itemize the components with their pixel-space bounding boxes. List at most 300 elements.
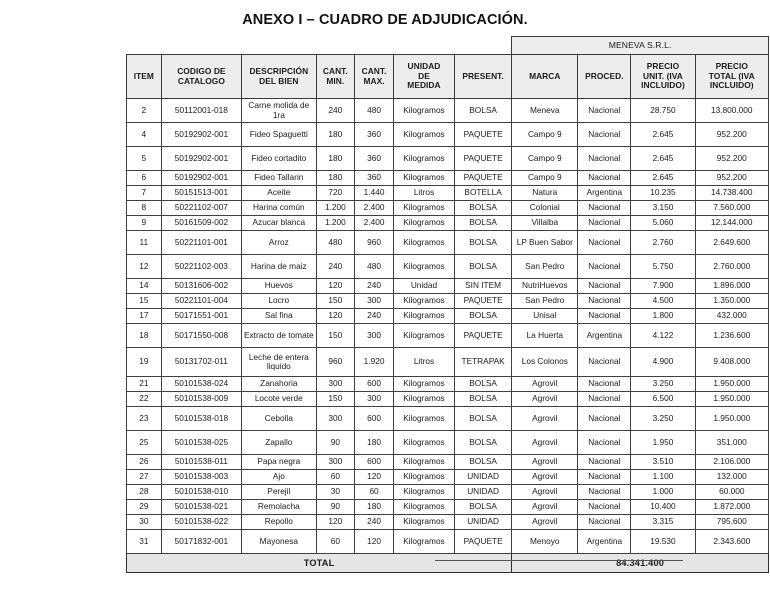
header-line: DEL BIEN <box>259 75 299 86</box>
cell-item: 17 <box>127 309 162 324</box>
cell-descripcion: Ajo <box>242 470 316 485</box>
cell-unidad: Kilogramos <box>393 309 454 324</box>
cell-proced: Nacional <box>578 171 631 186</box>
cell-cant-min: 90 <box>316 500 355 515</box>
cell-marca: Agrovil <box>512 500 578 515</box>
table-row <box>127 530 769 554</box>
header-line: UNIDAD <box>407 61 441 72</box>
cell-precio-total: 1.896.000 <box>695 279 768 294</box>
cell-present: UNIDAD <box>455 485 512 500</box>
cell-precio-unit: 1.100 <box>631 470 695 485</box>
cell-codigo: 50192902-001 <box>161 171 241 186</box>
header-line: TOTAL (IVA <box>708 70 755 81</box>
cell-cant-max: 360 <box>355 147 394 171</box>
cell-cant-max: 360 <box>355 123 394 147</box>
cell-item: 27 <box>127 470 162 485</box>
cell-cant-max: 600 <box>355 407 394 431</box>
table-row <box>127 186 769 201</box>
cell-cant-max: 120 <box>355 470 394 485</box>
cell-cant-min: 240 <box>316 99 355 123</box>
cell-item: 12 <box>127 255 162 279</box>
cell-precio-total: 2.106.000 <box>695 455 768 470</box>
table-row <box>127 470 769 485</box>
column-header-precio-unitario <box>631 55 695 99</box>
cell-cant-max: 120 <box>355 530 394 554</box>
cell-item: 26 <box>127 455 162 470</box>
cell-proced: Nacional <box>578 201 631 216</box>
cell-present: BOTELLA <box>455 186 512 201</box>
cell-precio-total: 795.600 <box>695 515 768 530</box>
supplier-group-row <box>127 37 769 55</box>
cell-cant-max: 480 <box>355 255 394 279</box>
cell-cant-min: 150 <box>316 294 355 309</box>
cell-cant-min: 1.200 <box>316 216 355 231</box>
cell-precio-unit: 1.800 <box>631 309 695 324</box>
cell-precio-unit: 3.315 <box>631 515 695 530</box>
column-header-item <box>127 55 162 99</box>
cell-present: PAQUETE <box>455 123 512 147</box>
table-row <box>127 201 769 216</box>
cell-codigo: 50101538-011 <box>161 455 241 470</box>
cell-descripcion: Locote verde <box>242 392 316 407</box>
cell-descripcion: Remolacha <box>242 500 316 515</box>
cell-codigo: 50101538-003 <box>161 470 241 485</box>
cell-precio-total: 1.350.000 <box>695 294 768 309</box>
cell-proced: Nacional <box>578 231 631 255</box>
cell-cant-max: 240 <box>355 279 394 294</box>
cell-cant-max: 360 <box>355 171 394 186</box>
cell-present: BOLSA <box>455 309 512 324</box>
cell-item: 28 <box>127 485 162 500</box>
cell-cant-max: 2.400 <box>355 201 394 216</box>
cell-descripcion: Zapallo <box>242 431 316 455</box>
cell-item: 8 <box>127 201 162 216</box>
cell-cant-min: 300 <box>316 455 355 470</box>
column-header-precio-total <box>695 55 768 99</box>
cell-proced: Nacional <box>578 123 631 147</box>
cell-cant-min: 150 <box>316 324 355 348</box>
cell-marca: Agrovil <box>512 485 578 500</box>
cell-precio-unit: 4.122 <box>631 324 695 348</box>
cell-codigo: 50171832-001 <box>161 530 241 554</box>
cell-present: BOLSA <box>455 500 512 515</box>
cell-marca: Agrovil <box>512 407 578 431</box>
cell-present: SIN ITEM <box>455 279 512 294</box>
cell-precio-unit: 3.510 <box>631 455 695 470</box>
header-line: DE <box>418 70 430 81</box>
cell-item: 7 <box>127 186 162 201</box>
cell-unidad: Kilogramos <box>393 255 454 279</box>
cell-proced: Nacional <box>578 455 631 470</box>
cell-item: 29 <box>127 500 162 515</box>
cell-descripcion: Sal fina <box>242 309 316 324</box>
column-header-descripcion <box>242 55 316 99</box>
cell-precio-unit: 10.235 <box>631 186 695 201</box>
cell-present: BOLSA <box>455 201 512 216</box>
cell-unidad: Unidad <box>393 279 454 294</box>
cell-item: 21 <box>127 377 162 392</box>
cell-proced: Nacional <box>578 309 631 324</box>
cell-unidad: Kilogramos <box>393 216 454 231</box>
table-row <box>127 171 769 186</box>
cell-proced: Nacional <box>578 279 631 294</box>
cell-precio-unit: 2.645 <box>631 171 695 186</box>
cell-cant-max: 1.920 <box>355 348 394 377</box>
cell-item: 9 <box>127 216 162 231</box>
cell-marca: Unisal <box>512 309 578 324</box>
cell-present: TETRAPAK <box>455 348 512 377</box>
cell-cant-max: 600 <box>355 455 394 470</box>
cell-precio-total: 952.200 <box>695 123 768 147</box>
header-line: CODIGO DE <box>177 66 226 77</box>
cell-present: PAQUETE <box>455 324 512 348</box>
cell-item: 15 <box>127 294 162 309</box>
column-header-present <box>455 55 512 99</box>
cell-marca: Los Colonos <box>512 348 578 377</box>
cell-cant-min: 120 <box>316 279 355 294</box>
header-line: CATALOGO <box>177 75 225 86</box>
header-line: MAX. <box>363 75 385 86</box>
cell-unidad: Kilogramos <box>393 485 454 500</box>
cell-precio-total: 14.738.400 <box>695 186 768 201</box>
cell-cant-min: 300 <box>316 407 355 431</box>
column-header-codigo-catalogo <box>161 55 241 99</box>
cell-proced: Nacional <box>578 431 631 455</box>
cell-unidad: Kilogramos <box>393 99 454 123</box>
cell-descripcion: Extracto de tomate <box>242 324 316 348</box>
cell-present: BOLSA <box>455 431 512 455</box>
cell-unidad: Kilogramos <box>393 231 454 255</box>
cell-item: 6 <box>127 171 162 186</box>
table-row <box>127 348 769 377</box>
cell-precio-unit: 10.400 <box>631 500 695 515</box>
cell-unidad: Kilogramos <box>393 407 454 431</box>
cell-cant-min: 180 <box>316 147 355 171</box>
cell-unidad: Kilogramos <box>393 392 454 407</box>
cell-unidad: Kilogramos <box>393 431 454 455</box>
column-header-proced <box>578 55 631 99</box>
header-line: ITEM <box>133 70 154 81</box>
cell-present: PAQUETE <box>455 147 512 171</box>
cell-unidad: Kilogramos <box>393 500 454 515</box>
cell-descripcion: Papa negra <box>242 455 316 470</box>
cell-precio-total: 12.144.000 <box>695 216 768 231</box>
cell-cant-max: 240 <box>355 515 394 530</box>
cell-descripcion: Harina común <box>242 201 316 216</box>
cell-codigo: 50192902-001 <box>161 123 241 147</box>
cell-codigo: 50221101-004 <box>161 294 241 309</box>
cell-cant-min: 960 <box>316 348 355 377</box>
header-line: PROCED. <box>585 70 624 81</box>
cell-present: BOLSA <box>455 216 512 231</box>
cell-descripcion: Zanahoria <box>242 377 316 392</box>
cell-cant-min: 180 <box>316 123 355 147</box>
cell-proced: Nacional <box>578 515 631 530</box>
cell-present: BOLSA <box>455 455 512 470</box>
table-row <box>127 216 769 231</box>
table-row <box>127 99 769 123</box>
cell-proced: Nacional <box>578 470 631 485</box>
cell-precio-unit: 3.250 <box>631 377 695 392</box>
cell-cant-max: 2.400 <box>355 216 394 231</box>
cell-codigo: 50101538-018 <box>161 407 241 431</box>
cell-precio-total: 1.950.000 <box>695 392 768 407</box>
cell-precio-unit: 2.760 <box>631 231 695 255</box>
table-row <box>127 279 769 294</box>
cell-present: BOLSA <box>455 255 512 279</box>
cell-item: 11 <box>127 231 162 255</box>
cell-cant-max: 960 <box>355 231 394 255</box>
column-header-unidad-medida <box>393 55 454 99</box>
table-row <box>127 324 769 348</box>
cell-descripcion: Harina de maiz <box>242 255 316 279</box>
cell-item: 18 <box>127 324 162 348</box>
cell-item: 22 <box>127 392 162 407</box>
header-line: MEDIDA <box>407 80 441 91</box>
cell-present: BOLSA <box>455 392 512 407</box>
total-label: TOTAL <box>127 554 512 573</box>
cell-cant-max: 60 <box>355 485 394 500</box>
cell-descripcion: Mayonesa <box>242 530 316 554</box>
cell-descripcion: Repollo <box>242 515 316 530</box>
table-row <box>127 515 769 530</box>
cell-descripcion: Leche de entera liquido <box>242 348 316 377</box>
award-table <box>126 36 769 573</box>
cell-precio-unit: 4.900 <box>631 348 695 377</box>
cell-cant-min: 1.200 <box>316 201 355 216</box>
cell-codigo: 50221102-007 <box>161 201 241 216</box>
table-header <box>127 37 769 99</box>
cell-cant-max: 240 <box>355 309 394 324</box>
cell-cant-min: 60 <box>316 530 355 554</box>
cell-proced: Argentina <box>578 186 631 201</box>
cell-proced: Nacional <box>578 392 631 407</box>
cell-precio-total: 9.408.000 <box>695 348 768 377</box>
cell-descripcion: Fideo Tallarin <box>242 171 316 186</box>
table-body <box>127 99 769 554</box>
cell-unidad: Kilogramos <box>393 294 454 309</box>
cell-codigo: 50101538-022 <box>161 515 241 530</box>
cell-codigo: 50192902-001 <box>161 147 241 171</box>
cell-marca: Agrovil <box>512 431 578 455</box>
cell-precio-unit: 2.645 <box>631 123 695 147</box>
cell-precio-unit: 6.500 <box>631 392 695 407</box>
cell-cant-max: 180 <box>355 500 394 515</box>
cell-precio-unit: 5.750 <box>631 255 695 279</box>
cell-item: 31 <box>127 530 162 554</box>
cell-cant-max: 300 <box>355 294 394 309</box>
cell-present: PAQUETE <box>455 294 512 309</box>
cell-marca: Villalba <box>512 216 578 231</box>
cell-unidad: Kilogramos <box>393 455 454 470</box>
cell-proced: Nacional <box>578 348 631 377</box>
header-line: PRECIO <box>646 61 680 72</box>
cell-marca: San Pedro <box>512 255 578 279</box>
cell-marca: Campo 9 <box>512 123 578 147</box>
cell-precio-unit: 3.150 <box>631 201 695 216</box>
cell-cant-max: 300 <box>355 392 394 407</box>
cell-precio-unit: 2.645 <box>631 147 695 171</box>
cell-precio-total: 13.800.000 <box>695 99 768 123</box>
cell-descripcion: Azucar blanca <box>242 216 316 231</box>
cell-precio-unit: 1.000 <box>631 485 695 500</box>
header-line: PRECIO <box>715 61 748 72</box>
cell-codigo: 50171550-008 <box>161 324 241 348</box>
cell-codigo: 50161509-002 <box>161 216 241 231</box>
cell-codigo: 50151513-001 <box>161 186 241 201</box>
cell-item: 5 <box>127 147 162 171</box>
cell-codigo: 50131702-011 <box>161 348 241 377</box>
cell-item: 23 <box>127 407 162 431</box>
cell-precio-total: 1.950.000 <box>695 377 768 392</box>
cell-descripcion: Carne molida de 1ra <box>242 99 316 123</box>
cell-unidad: Litros <box>393 348 454 377</box>
cell-present: BOLSA <box>455 231 512 255</box>
table-row <box>127 407 769 431</box>
cell-proced: Nacional <box>578 294 631 309</box>
cell-proced: Argentina <box>578 530 631 554</box>
cell-precio-unit: 5.060 <box>631 216 695 231</box>
cell-descripcion: Arroz <box>242 231 316 255</box>
header-line: UNIT. (IVA <box>643 70 683 81</box>
cell-precio-unit: 1.950 <box>631 431 695 455</box>
cell-marca: Agrovil <box>512 392 578 407</box>
cell-descripcion: Huevos <box>242 279 316 294</box>
cell-marca: Agrovil <box>512 455 578 470</box>
cell-marca: Natura <box>512 186 578 201</box>
cell-descripcion: Cebolla <box>242 407 316 431</box>
cell-item: 25 <box>127 431 162 455</box>
table-row <box>127 392 769 407</box>
table-footer <box>127 554 769 573</box>
table-row <box>127 431 769 455</box>
header-line: MIN. <box>326 75 345 86</box>
header-line: DESCRIPCIÓN <box>249 66 309 77</box>
cell-precio-unit: 7.900 <box>631 279 695 294</box>
cell-precio-total: 2.760.000 <box>695 255 768 279</box>
cell-marca: NutriHuevos <box>512 279 578 294</box>
cell-proced: Argentina <box>578 324 631 348</box>
cell-codigo: 50112001-018 <box>161 99 241 123</box>
table-row <box>127 485 769 500</box>
cell-precio-unit: 3.250 <box>631 407 695 431</box>
cell-proced: Nacional <box>578 407 631 431</box>
cell-precio-total: 952.200 <box>695 171 768 186</box>
cell-codigo: 50101538-021 <box>161 500 241 515</box>
cell-cant-max: 300 <box>355 324 394 348</box>
cell-item: 30 <box>127 515 162 530</box>
table-row <box>127 123 769 147</box>
cell-descripcion: Fideo cortadito <box>242 147 316 171</box>
table-row <box>127 377 769 392</box>
header-line: INCLUIDO) <box>709 80 754 91</box>
table-row <box>127 309 769 324</box>
cell-marca: San Pedro <box>512 294 578 309</box>
cell-descripcion: Perejil <box>242 485 316 500</box>
column-header-row <box>127 55 769 99</box>
cell-marca: Campo 9 <box>512 171 578 186</box>
cell-unidad: Kilogramos <box>393 530 454 554</box>
cell-item: 14 <box>127 279 162 294</box>
cell-present: BOLSA <box>455 407 512 431</box>
cell-descripcion: Aceite <box>242 186 316 201</box>
cell-unidad: Kilogramos <box>393 201 454 216</box>
cell-marca: Colonial <box>512 201 578 216</box>
total-value: 84.341.400 <box>512 554 769 573</box>
cell-precio-total: 60.000 <box>695 485 768 500</box>
cell-proced: Nacional <box>578 99 631 123</box>
cell-cant-max: 1.440 <box>355 186 394 201</box>
cell-unidad: Kilogramos <box>393 324 454 348</box>
cell-cant-min: 120 <box>316 515 355 530</box>
cell-codigo: 50221102-003 <box>161 255 241 279</box>
group-spacer <box>127 37 512 55</box>
cell-unidad: Kilogramos <box>393 123 454 147</box>
cell-unidad: Kilogramos <box>393 147 454 171</box>
header-line: CANT. <box>361 66 387 77</box>
cell-proced: Nacional <box>578 377 631 392</box>
cell-marca: La Huerta <box>512 324 578 348</box>
cell-precio-unit: 19.530 <box>631 530 695 554</box>
table-row <box>127 455 769 470</box>
cell-codigo: 50171551-001 <box>161 309 241 324</box>
cell-unidad: Kilogramos <box>393 171 454 186</box>
cell-precio-total: 351.000 <box>695 431 768 455</box>
cell-cant-min: 120 <box>316 309 355 324</box>
cell-item: 4 <box>127 123 162 147</box>
cell-cant-min: 90 <box>316 431 355 455</box>
cell-precio-unit: 28.750 <box>631 99 695 123</box>
cell-present: UNIDAD <box>455 515 512 530</box>
cell-unidad: Kilogramos <box>393 470 454 485</box>
table-row <box>127 147 769 171</box>
cell-present: PAQUETE <box>455 171 512 186</box>
cell-cant-min: 480 <box>316 231 355 255</box>
cell-present: PAQUETE <box>455 530 512 554</box>
cell-unidad: Kilogramos <box>393 377 454 392</box>
cell-precio-total: 1.872.000 <box>695 500 768 515</box>
cell-cant-min: 60 <box>316 470 355 485</box>
cell-present: BOLSA <box>455 377 512 392</box>
page-title: ANEXO I – CUADRO DE ADJUDICACIÓN. <box>242 12 528 28</box>
table-row <box>127 294 769 309</box>
cell-precio-total: 952.200 <box>695 147 768 171</box>
cell-cant-min: 30 <box>316 485 355 500</box>
cell-precio-total: 1.950.000 <box>695 407 768 431</box>
award-table-container <box>126 36 769 573</box>
cell-codigo: 50101538-024 <box>161 377 241 392</box>
cell-codigo: 50131606-002 <box>161 279 241 294</box>
cell-proced: Nacional <box>578 147 631 171</box>
cell-precio-total: 2.343.600 <box>695 530 768 554</box>
cell-cant-max: 180 <box>355 431 394 455</box>
column-header-cant-min <box>316 55 355 99</box>
cell-cant-max: 600 <box>355 377 394 392</box>
cell-marca: Menoyo <box>512 530 578 554</box>
column-header-marca <box>512 55 578 99</box>
cell-item: 19 <box>127 348 162 377</box>
table-row <box>127 255 769 279</box>
header-line: CANT. <box>322 66 348 77</box>
cell-precio-total: 7.560.000 <box>695 201 768 216</box>
cell-proced: Nacional <box>578 216 631 231</box>
cell-marca: LP Buen Sabor <box>512 231 578 255</box>
cell-marca: Agrovil <box>512 515 578 530</box>
cell-cant-min: 150 <box>316 392 355 407</box>
total-row <box>127 554 769 573</box>
cell-precio-unit: 4.500 <box>631 294 695 309</box>
cell-unidad: Litros <box>393 186 454 201</box>
